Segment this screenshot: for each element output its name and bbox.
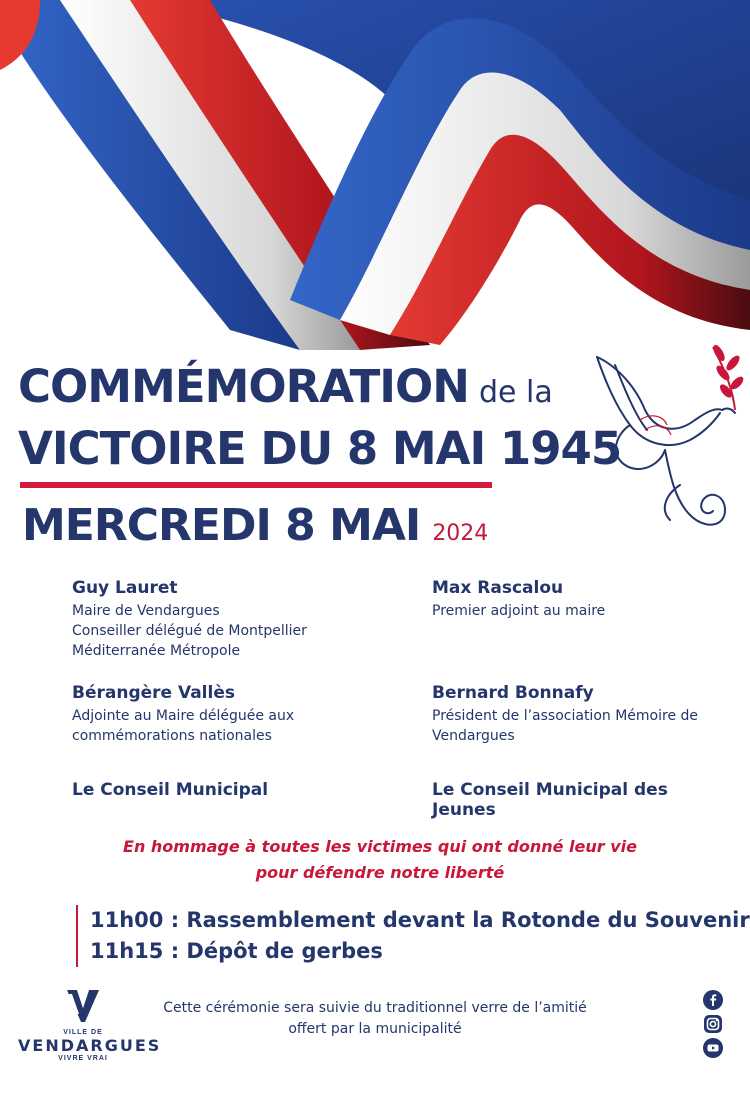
person-name: Bernard Bonnafy bbox=[432, 683, 594, 703]
person-name: Max Rascalou bbox=[432, 578, 564, 598]
person-role: Président de l’association Mémoire de bbox=[432, 708, 699, 724]
schedule-item: 11h00 : Rassemblement devant la Rotonde du Souvenir bbox=[90, 908, 750, 932]
event-date bbox=[22, 500, 488, 551]
title-line-1 bbox=[18, 360, 553, 413]
person-role: Adjointe au Maire déléguée aux bbox=[72, 708, 295, 724]
person-bernard-bonnafy bbox=[432, 683, 732, 746]
person-role: Conseiller délégué de Montpellier bbox=[72, 623, 307, 639]
title-divider bbox=[20, 482, 492, 488]
footer-line-1: Cette cérémonie sera suivie du traditionnel verre de l’amitié bbox=[163, 1000, 587, 1016]
title-main: COMMÉMORATION bbox=[18, 360, 469, 413]
person-role: Premier adjoint au maire bbox=[432, 603, 606, 619]
social-icons bbox=[703, 990, 725, 1062]
person-berangere-valles bbox=[72, 683, 372, 746]
title-suffix: de la bbox=[478, 375, 553, 410]
footer-line-2: offert par la municipalité bbox=[288, 1021, 462, 1037]
person-name: Bérangère Vallès bbox=[72, 683, 235, 703]
instagram-icon[interactable] bbox=[703, 1014, 723, 1034]
peace-dove-icon bbox=[585, 335, 745, 550]
person-role: Méditerranée Métropole bbox=[72, 643, 241, 659]
youtube-icon[interactable] bbox=[703, 1038, 723, 1058]
event-date-main: MERCREDI 8 MAI bbox=[22, 500, 421, 551]
tribute-line-1: En hommage à toutes les victimes qui ont donné leur vie bbox=[123, 837, 637, 856]
person-role: commémorations nationales bbox=[72, 728, 272, 744]
schedule bbox=[76, 905, 750, 967]
person-name: Le Conseil Municipal des Jeunes bbox=[432, 780, 668, 820]
facebook-icon[interactable] bbox=[703, 990, 723, 1010]
tricolor-ribbon-banner bbox=[0, 0, 750, 360]
person-guy-lauret bbox=[72, 578, 372, 661]
tribute-text bbox=[0, 834, 750, 886]
vendargues-logo bbox=[18, 988, 162, 1062]
title-line-2: VICTOIRE DU 8 MAI 1945 bbox=[18, 422, 622, 475]
conseil-municipal bbox=[72, 780, 372, 803]
logo-tagline: VIVRE VRAI bbox=[58, 1055, 108, 1062]
schedule-item: 11h15 : Dépôt de gerbes bbox=[90, 939, 383, 963]
tribute-line-2: pour défendre notre liberté bbox=[255, 863, 505, 882]
logo-top-text: VILLE DE bbox=[63, 1029, 103, 1036]
vendargues-logo-mark-icon bbox=[63, 988, 103, 1024]
person-role: Maire de Vendargues bbox=[72, 603, 220, 619]
person-role: Vendargues bbox=[432, 728, 515, 744]
person-max-rascalou bbox=[432, 578, 732, 621]
footer-note bbox=[150, 998, 600, 1040]
conseil-municipal-jeunes bbox=[432, 780, 732, 823]
event-year: 2024 bbox=[432, 521, 489, 546]
person-name: Le Conseil Municipal bbox=[72, 780, 269, 800]
logo-city-name: VENDARGUES bbox=[18, 1036, 162, 1055]
person-name: Guy Lauret bbox=[72, 578, 178, 598]
